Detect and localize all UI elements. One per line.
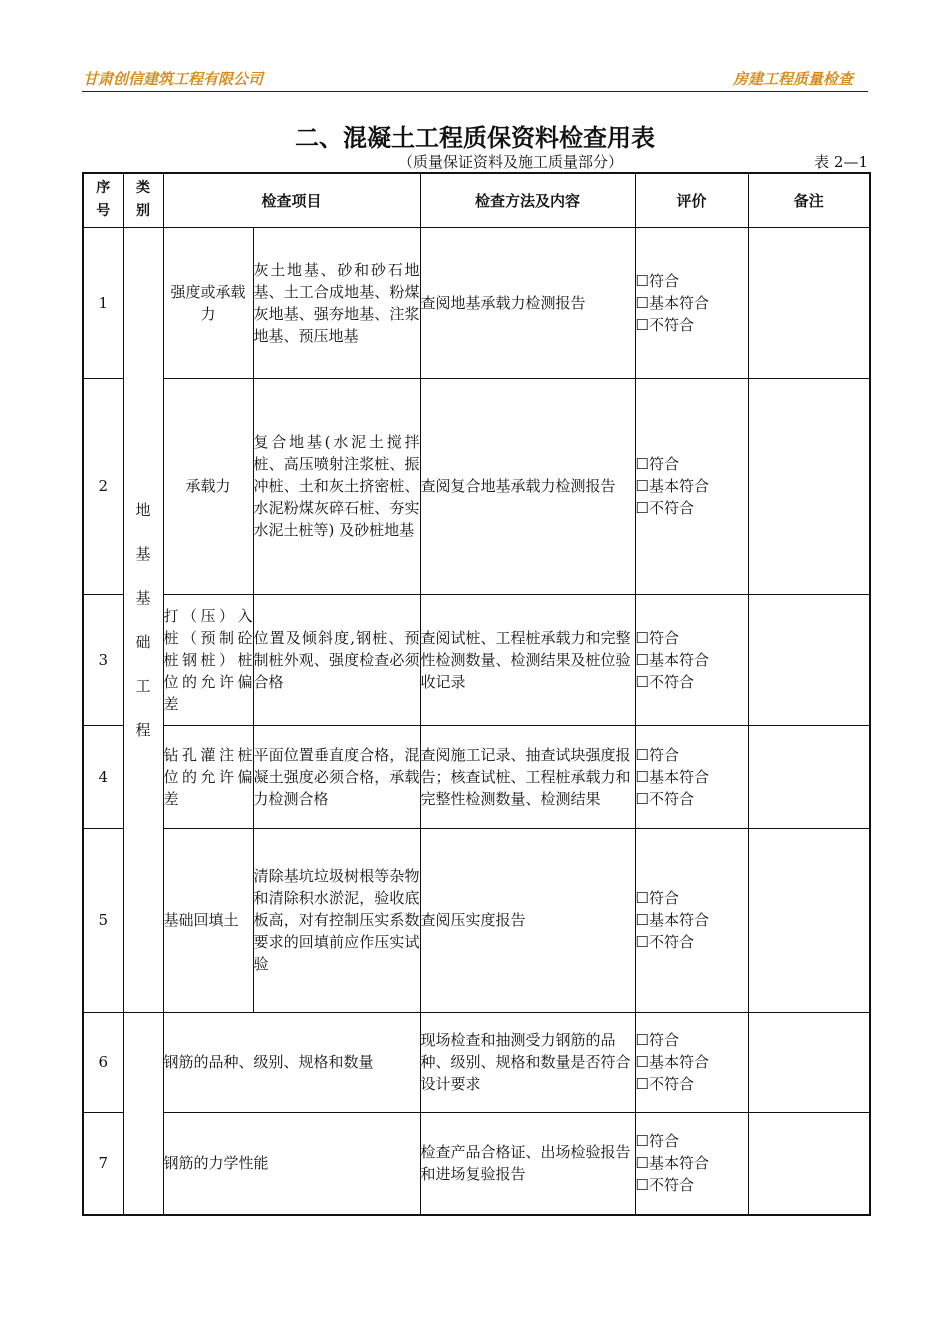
row-no: 4 bbox=[83, 725, 123, 828]
method-cell: 检查产品合格证、出场检验报告和进场复验报告 bbox=[420, 1112, 635, 1215]
remark-cell bbox=[748, 1012, 870, 1112]
checkbox-basic-conform[interactable]: ☐基本符合 bbox=[635, 911, 709, 929]
checkbox-nonconform[interactable]: ☐不符合 bbox=[635, 499, 694, 517]
remark-cell bbox=[748, 725, 870, 828]
method-cell: 查阅施工记录、抽查试块强度报告；核查试桩、工程桩承载力和完整性检测数量、检测结果 bbox=[420, 725, 635, 828]
item-cell: 打（压）入桩（预制砼桩钢桩）桩位的允许偏差 bbox=[163, 594, 253, 725]
table-row bbox=[83, 227, 870, 378]
category-cell: 地 基 基 础 工 程 bbox=[123, 227, 163, 1012]
detail-cell: 清除基坑垃圾树根等杂物和清除积水淤泥，验收底板高，对有控制压实系数要求的回填前应作压实试验 bbox=[253, 828, 420, 1012]
table-row bbox=[83, 1012, 870, 1112]
row-no: 5 bbox=[83, 828, 123, 1012]
eval-cell bbox=[635, 594, 748, 725]
checkbox-basic-conform[interactable]: ☐基本符合 bbox=[635, 1053, 709, 1071]
method-cell: 查阅试桩、工程桩承载力和完整性检测数量、检测结果及桩位验收记录 bbox=[420, 594, 635, 725]
item-cell: 强度或承载力 bbox=[163, 227, 253, 378]
table-row bbox=[83, 378, 870, 594]
table-row bbox=[83, 725, 870, 828]
checkbox-nonconform[interactable]: ☐不符合 bbox=[635, 789, 694, 808]
document-title: 二、混凝土工程质保资料检查用表 bbox=[295, 124, 655, 152]
header-category: 类 别 bbox=[123, 173, 163, 227]
item-cell: 承载力 bbox=[163, 378, 253, 594]
header-divider bbox=[82, 91, 868, 92]
table-number: 表 2—1 bbox=[814, 153, 868, 171]
method-cell: 查阅复合地基承载力检测报告 bbox=[420, 378, 635, 594]
checkbox-basic-conform[interactable]: ☐基本符合 bbox=[635, 1154, 709, 1173]
checkbox-basic-conform[interactable]: ☐基本符合 bbox=[635, 293, 709, 312]
remark-cell bbox=[748, 828, 870, 1012]
header-eval: 评价 bbox=[635, 173, 748, 227]
checkbox-conform[interactable]: ☐符合 bbox=[635, 628, 679, 647]
method-cell: 现场检查和抽测受力钢筋的品种、级别、规格和数量是否符合设计要求 bbox=[420, 1012, 635, 1112]
detail-cell: 灰土地基、砂和砂石地基、土工合成地基、粉煤灰地基、强夯地基、注浆地基、预压地基 bbox=[253, 227, 420, 378]
header-item: 检查项目 bbox=[163, 173, 420, 227]
checkbox-nonconform[interactable]: ☐不符合 bbox=[635, 672, 694, 691]
checkbox-conform[interactable]: ☐符合 bbox=[635, 271, 679, 290]
item-cell: 钢筋的品种、级别、规格和数量 bbox=[163, 1012, 420, 1112]
method-cell: 查阅压实度报告 bbox=[420, 828, 635, 1012]
checkbox-nonconform[interactable]: ☐不符合 bbox=[635, 1075, 694, 1093]
inspection-table bbox=[82, 172, 871, 1216]
table-row bbox=[83, 594, 870, 725]
item-cell: 钢筋的力学性能 bbox=[163, 1112, 420, 1215]
section-name: 房建工程质量检查 bbox=[732, 70, 853, 88]
checkbox-basic-conform[interactable]: ☐基本符合 bbox=[635, 767, 709, 786]
table-row bbox=[83, 1112, 870, 1215]
row-no: 2 bbox=[83, 378, 123, 594]
detail-cell: 位置及倾斜度,钢桩、预制桩外观、强度检查必须合格 bbox=[253, 594, 420, 725]
checkbox-nonconform[interactable]: ☐不符合 bbox=[635, 933, 694, 951]
table-row bbox=[83, 828, 870, 1012]
header-method: 检查方法及内容 bbox=[420, 173, 635, 227]
company-name: 甘肃创信建筑工程有限公司 bbox=[83, 70, 264, 88]
eval-cell bbox=[635, 1012, 748, 1112]
row-no: 3 bbox=[83, 594, 123, 725]
item-cell: 基础回填土 bbox=[163, 828, 253, 1012]
row-no: 6 bbox=[83, 1012, 123, 1112]
row-no: 7 bbox=[83, 1112, 123, 1215]
method-cell: 查阅地基承载力检测报告 bbox=[420, 227, 635, 378]
checkbox-conform[interactable]: ☐符合 bbox=[635, 889, 679, 907]
checkbox-conform[interactable]: ☐符合 bbox=[635, 745, 679, 764]
remark-cell bbox=[748, 227, 870, 378]
checkbox-nonconform[interactable]: ☐不符合 bbox=[635, 1176, 694, 1195]
checkbox-conform[interactable]: ☐符合 bbox=[635, 1132, 679, 1151]
eval-cell bbox=[635, 725, 748, 828]
document-subtitle: （质量保证资料及施工质量部分） bbox=[398, 153, 624, 171]
checkbox-conform[interactable]: ☐符合 bbox=[635, 1031, 679, 1049]
remark-cell bbox=[748, 594, 870, 725]
header-no: 序 号 bbox=[83, 173, 123, 227]
header-remark: 备注 bbox=[748, 173, 870, 227]
detail-cell: 复合地基(水泥土搅拌桩、高压喷射注浆桩、振冲桩、土和灰土挤密桩、水泥粉煤灰碎石桩、夯实水泥土桩等) 及砂桩地基 bbox=[253, 378, 420, 594]
eval-cell bbox=[635, 1112, 748, 1215]
checkbox-basic-conform[interactable]: ☐基本符合 bbox=[635, 477, 709, 495]
table-header-row bbox=[83, 173, 870, 227]
checkbox-nonconform[interactable]: ☐不符合 bbox=[635, 315, 694, 334]
row-no: 1 bbox=[83, 227, 123, 378]
eval-cell bbox=[635, 828, 748, 1012]
category-cell-empty bbox=[123, 1012, 163, 1215]
item-cell: 钻孔灌注桩位的允许偏差 bbox=[163, 725, 253, 828]
detail-cell: 平面位置垂直度合格，混凝土强度必须合格，承载力检测合格 bbox=[253, 725, 420, 828]
remark-cell bbox=[748, 1112, 870, 1215]
eval-cell bbox=[635, 378, 748, 594]
checkbox-conform[interactable]: ☐符合 bbox=[635, 455, 679, 473]
eval-cell bbox=[635, 227, 748, 378]
remark-cell bbox=[748, 378, 870, 594]
checkbox-basic-conform[interactable]: ☐基本符合 bbox=[635, 650, 709, 669]
